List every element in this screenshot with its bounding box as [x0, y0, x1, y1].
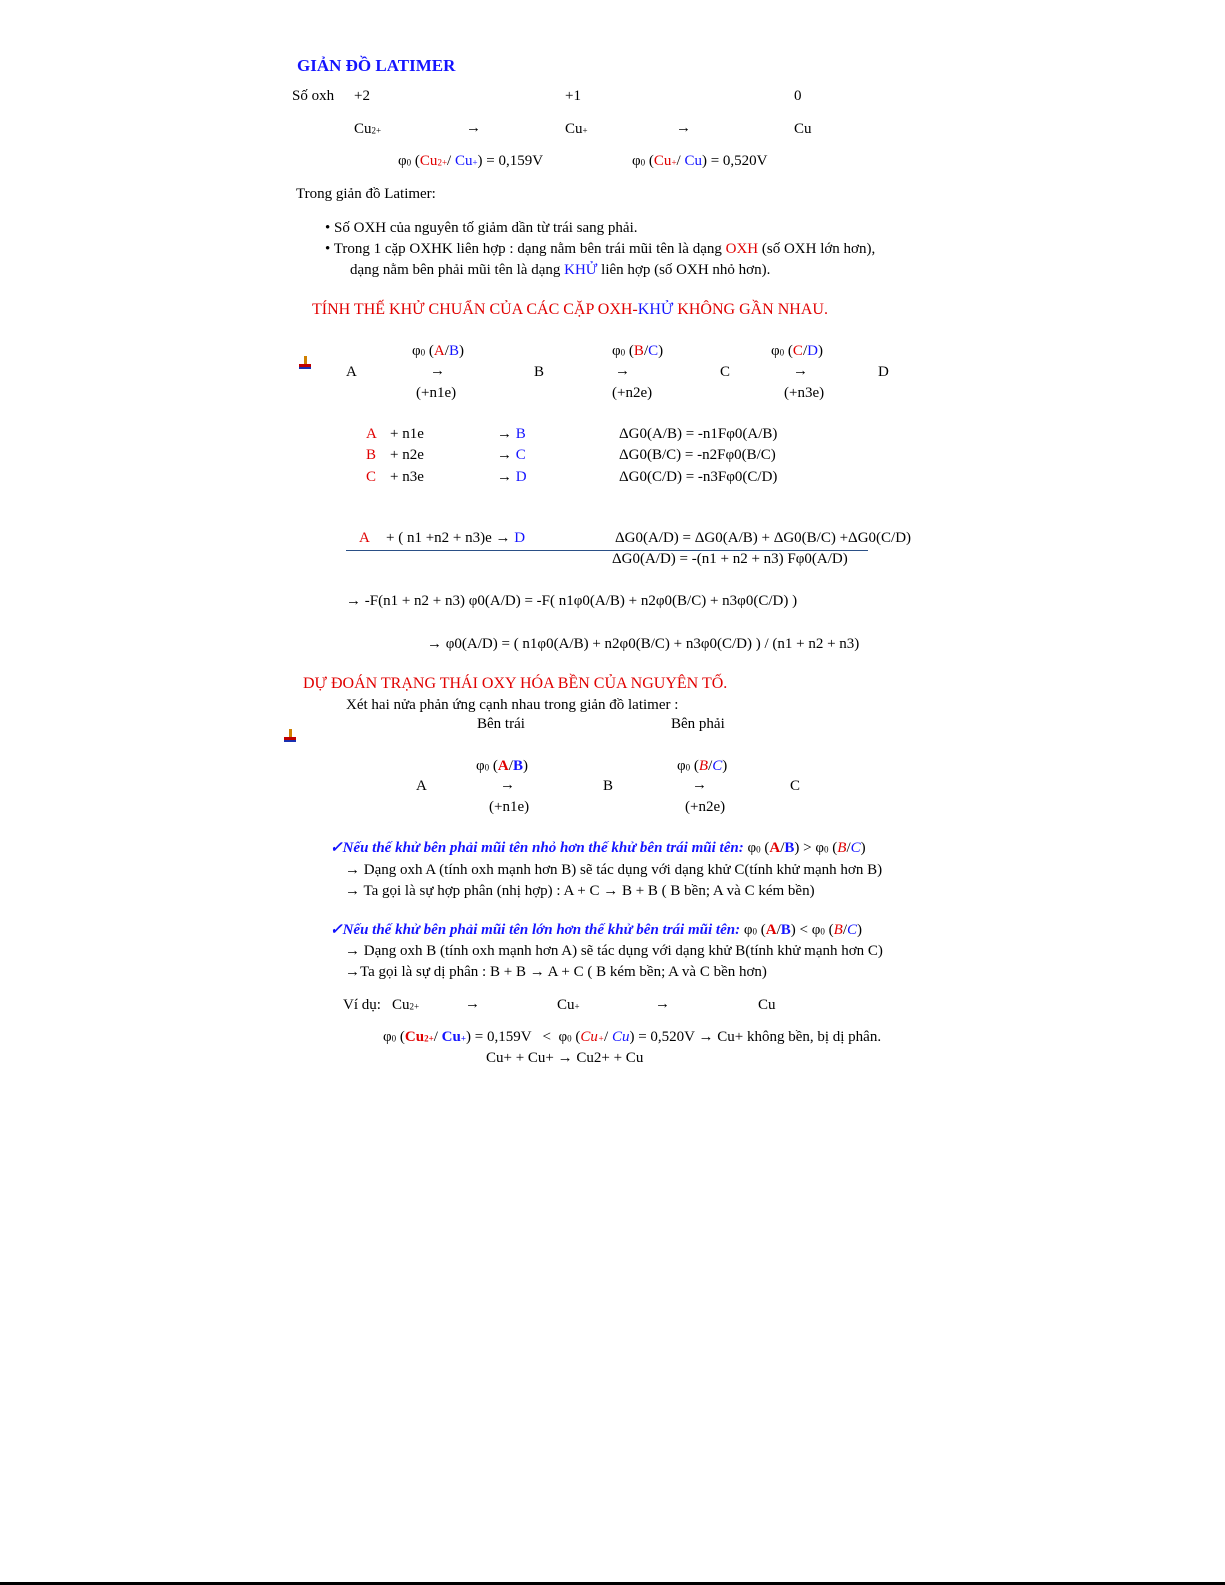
species-b: B [534, 364, 545, 380]
reaction-arrow: → D [497, 469, 527, 485]
species-cuplus: $Cu_+$ [565, 121, 588, 137]
reaction-arrow: → B [497, 426, 526, 442]
phi-c-d: $\varphi_0$ (C/D) [771, 343, 823, 359]
ox-state-label: Số oxh [292, 88, 335, 104]
derivation-line-1: → -F(n1 + n2 + n3) φ0(A/D) = -F( n1φ0(A/B) + n2φ0(B/C) + n3φ0(C/D) ) [346, 593, 798, 609]
example-reaction: Cu+ + Cu+ → Cu2+ + Cu [486, 1050, 644, 1066]
example-cu2plus: $Cu_{2+}$ [392, 997, 420, 1013]
reaction-arrow: → C [497, 447, 526, 463]
electron-n1: (+n1e) [416, 385, 457, 401]
sum-reaction-left: A [359, 530, 370, 546]
intro-text: Trong giản đồ Latimer: [296, 186, 436, 202]
arrow: → [500, 777, 515, 793]
case-2-line-1: → Dạng oxh B (tính oxh mạnh hơn A) sẽ tác dụng với dạng khử B(tính khử mạnh hơn C) [345, 943, 883, 959]
reaction-delta-g: ΔG0(C/D) = -n3Fφ0(C/D) [619, 469, 778, 485]
example-label: Ví dụ: [343, 997, 381, 1013]
ox-state-plus2: +2 [354, 88, 370, 104]
case-1-title: ✓Nếu thế khử bên phải mũi tên nhỏ hơn thế khử bên trái mũi tên: $\varphi_0$ $(A/B) > \varphi_0$ (B/C) [330, 840, 866, 856]
arrow: → [793, 363, 808, 379]
case-1-line-1: → Dạng oxh A (tính oxh mạnh hơn B) sẽ tác dụng với dạng khử C(tính khử mạnh hơn B) [345, 862, 883, 878]
section-heading-latimer: GIẢN ĐỒ LATIMER [297, 56, 456, 75]
example-cu: Cu [758, 997, 776, 1013]
species-c: C [720, 364, 731, 380]
electron-n3: (+n3e) [784, 385, 825, 401]
section-heading-stable-ox: DỰ ĐOÁN TRẠNG THÁI OXY HÓA BỀN CỦA NGUYÊN TỐ. [303, 675, 728, 692]
bullet-marker-icon [283, 729, 297, 743]
arrow: → [466, 120, 481, 136]
bullet-2: • Trong 1 cặp OXHK liên hợp : dạng nằm bên trái mũi tên là dạng OXH (số OXH lớn hơn), [325, 241, 876, 257]
case-1-line-2: → Ta gọi là sự hợp phân (nhị hợp) : A + C → B + B ( B bền; A và C kém bền) [345, 883, 815, 899]
species-b: B [603, 778, 614, 794]
reaction-left: A [366, 426, 377, 442]
reaction-delta-g: ΔG0(A/B) = -n1Fφ0(A/B) [619, 426, 778, 442]
ox-state-plus1: +1 [565, 88, 581, 104]
sum-delta-g: ΔG0(A/D) = ΔG0(A/B) + ΔG0(B/C) +ΔG0(C/D) [615, 530, 912, 546]
reaction-electrons: + n3e [390, 469, 424, 485]
electron-n2: (+n2e) [612, 385, 653, 401]
electron-n1: (+n1e) [489, 799, 530, 815]
arrow: → [615, 363, 630, 379]
arrow: → [430, 363, 445, 379]
bullet-2-continued: dạng nằm bên phải mũi tên là dạng KHỬ liên hợp (số OXH nhỏ hơn). [350, 262, 771, 278]
reaction-delta-g: ΔG0(B/C) = -n2Fφ0(B/C) [619, 447, 776, 463]
arrow: → [676, 120, 691, 136]
section-heading-standard-potential: TÍNH THẾ KHỬ CHUẨN CỦA CÁC CẶP OXH-KHỬ KHÔNG GẦN NHAU. [312, 301, 828, 318]
reaction-left: B [366, 447, 377, 463]
bullet-marker-icon [298, 356, 312, 370]
species-a: A [346, 364, 357, 380]
example-cuplus: $Cu_+$ [557, 997, 580, 1013]
electron-n2: (+n2e) [685, 799, 726, 815]
species-c: C [790, 778, 801, 794]
species-cu2plus: $Cu_{2+}$ [354, 121, 382, 137]
species-a: A [416, 778, 427, 794]
phi-a-b: $\varphi_0$ (A/B) [412, 343, 464, 359]
reaction-electrons: + n2e [390, 447, 424, 463]
sum-reaction: + ( n1 +n2 + n3)e → D [386, 530, 526, 546]
ox-state-zero: 0 [794, 88, 802, 104]
case-2-line-2: →Ta gọi là sự dị phân : B + B → A + C ( B kém bền; A và C bền hơn) [345, 964, 767, 980]
example-comparison: $\varphi_0$ ($Cu_{2+}/$ $Cu_+) = 0,159V < \varphi_0$ ($Cu_+/$ Cu) = 0,520V → Cu+ không bền, bị dị phân. [383, 1029, 882, 1045]
sum-delta-g-2: ΔG0(A/D) = -(n1 + n2 + n3) Fφ0(A/D) [612, 551, 848, 567]
arrow: → [655, 996, 670, 1012]
case-2-title: ✓Nếu thế khử bên phải mũi tên lớn hơn thế khử bên trái mũi tên: $\varphi_0$ $(A/B) < \varphi_0$ (B/C) [330, 922, 863, 938]
potential-cu2-cu1: $\varphi_0$ ($Cu_{2+}/$ $Cu_+) = 0,159V$ [398, 153, 544, 169]
left-side-label: Bên trái [477, 716, 525, 732]
potential-cu1-cu: $\varphi_0$ ($Cu_+/$ Cu) = 0,520V [632, 153, 768, 169]
bullet-1: • Số OXH của nguyên tố giảm dần từ trái sang phải. [325, 220, 638, 236]
species-d: D [878, 364, 889, 380]
phi-b-c: $\varphi_0$ (B/C) [612, 343, 664, 359]
species-cu: Cu [794, 121, 812, 137]
reaction-left: C [366, 469, 377, 485]
reaction-electrons: + n1e [390, 426, 424, 442]
arrow: → [692, 777, 707, 793]
derivation-line-2: → φ0(A/D) = ( n1φ0(A/B) + n2φ0(B/C) + n3φ0(C/D) ) / (n1 + n2 + n3) [427, 636, 860, 652]
phi-b-c: $\varphi_0$ (B/C) [677, 758, 728, 774]
phi-a-b: $\varphi_0$ (A/B) [476, 758, 528, 774]
arrow: → [465, 996, 480, 1012]
right-side-label: Bên phải [671, 716, 725, 732]
consider-text: Xét hai nửa phản ứng cạnh nhau trong giản đồ latimer : [346, 697, 679, 713]
